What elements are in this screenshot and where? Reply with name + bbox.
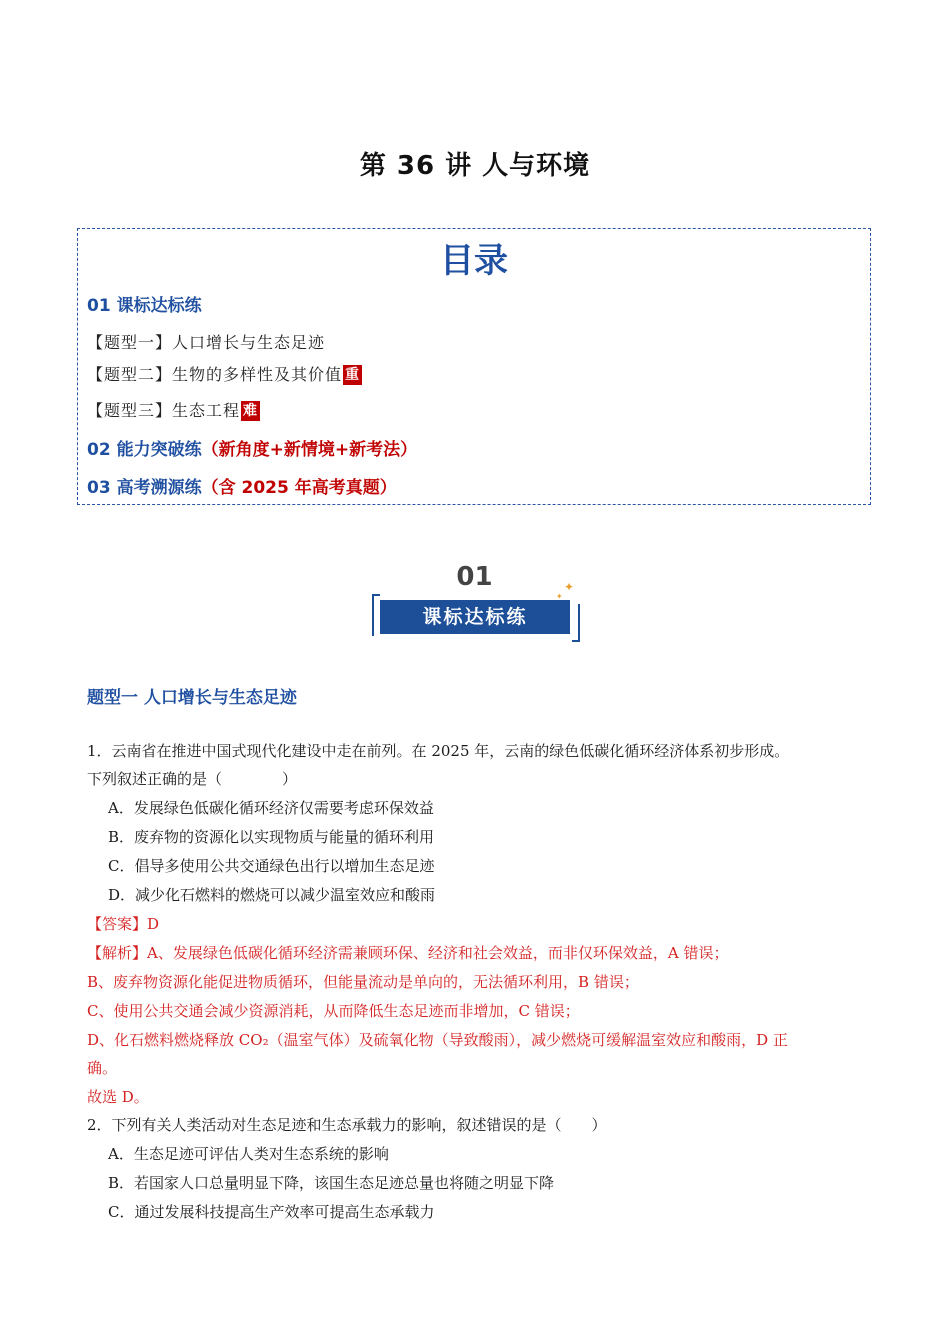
analysis-line: D、化石燃料燃烧释放 CO₂（温室气体）及硫氧化物（导致酸雨），减少燃烧可缓解温室效应和酸雨，D 正: [87, 1031, 788, 1049]
analysis-line: B、废弃物资源化能促进物质循环，但能量流动是单向的，无法循环利用，B 错误；: [87, 973, 639, 991]
question-1-option-d: D．减少化石燃料的燃烧可以减少温室效应和酸雨: [108, 886, 436, 904]
toc-section-label: 03 高考溯源练: [87, 478, 202, 498]
page-title: 第 36 讲 人与环境: [359, 151, 591, 181]
toc-item-type-1[interactable]: [87, 330, 325, 353]
toc-section-label: 02 能力突破练: [87, 440, 202, 460]
analysis-line: C、使用公共交通会减少资源消耗，从而降低生态足迹而非增加，C 错误；: [87, 1002, 580, 1020]
analysis-label: 【解析】: [87, 944, 148, 962]
answer-label: 【答案】: [87, 915, 148, 933]
sparkle-icon: ✦: [564, 580, 575, 594]
analysis-line: A、发展绿色低碳化循环经济需兼顾环保、经济和社会效益，而非仅环保效益，A 错误；: [147, 944, 729, 962]
toc-section-extra: （含 2025 年高考真题）: [201, 478, 397, 498]
question-1-stem: 1．云南省在推进中国式现代化建设中走在前列。在 2025 年，云南的绿色低碳化循环经济体系初步形成。: [87, 742, 790, 760]
banner-number: 01: [456, 562, 493, 592]
question-1-option-a: A．发展绿色低碳化循环经济仅需要考虑环保效益: [108, 799, 434, 817]
question-1-stem-cont: 下列叙述正确的是（ ）: [87, 770, 298, 788]
toc-item-label: 【题型一】人口增长与生态足迹: [87, 333, 326, 352]
toc-item-type-3[interactable]: [87, 398, 260, 421]
toc-section-02[interactable]: [87, 435, 417, 460]
toc-heading: 目录: [440, 241, 508, 281]
section-title: 题型一 人口增长与生态足迹: [87, 688, 297, 708]
section-banner: [372, 560, 582, 642]
question-2-option-c: C．通过发展科技提高生产效率可提高生态承载力: [108, 1203, 435, 1221]
table-of-contents: [77, 228, 871, 505]
difficult-badge: 难: [243, 403, 259, 419]
analysis-conclusion: 故选 D。: [87, 1088, 149, 1106]
question-2-option-a: A．生态足迹可评估人类对生态系统的影响: [108, 1145, 389, 1163]
question-1-option-c: C．倡导多使用公共交通绿色出行以增加生态足迹: [108, 857, 435, 875]
toc-section-extra: （新角度+新情境+新考法）: [201, 440, 418, 460]
toc-section-01[interactable]: [87, 291, 202, 316]
banner-bracket-right: [572, 604, 580, 642]
key-point-badge: 重: [345, 367, 361, 383]
toc-item-type-2[interactable]: [87, 362, 362, 385]
answer-value: D: [147, 915, 160, 933]
toc-section-label: 01 课标达标练: [87, 296, 202, 316]
toc-section-03[interactable]: [87, 473, 397, 498]
question-2-option-b: B．若国家人口总量明显下降，该国生态足迹总量也将随之明显下降: [108, 1174, 555, 1192]
question-2-stem: 2．下列有关人类活动对生态足迹和生态承载力的影响，叙述错误的是（ ）: [87, 1116, 607, 1134]
banner-bracket-left: [372, 594, 380, 636]
question-1-option-b: B．废弃物的资源化以实现物质与能量的循环利用: [108, 828, 435, 846]
analysis-line: 确。: [87, 1059, 118, 1077]
toc-item-label: 【题型二】生物的多样性及其价值: [87, 365, 343, 384]
banner-label: 课标达标练: [422, 606, 528, 628]
question-1-answer: [87, 913, 159, 934]
question-1-analysis: [87, 942, 728, 963]
toc-item-label: 【题型三】生态工程: [87, 401, 241, 420]
sparkle-icon: ✦: [556, 592, 563, 601]
